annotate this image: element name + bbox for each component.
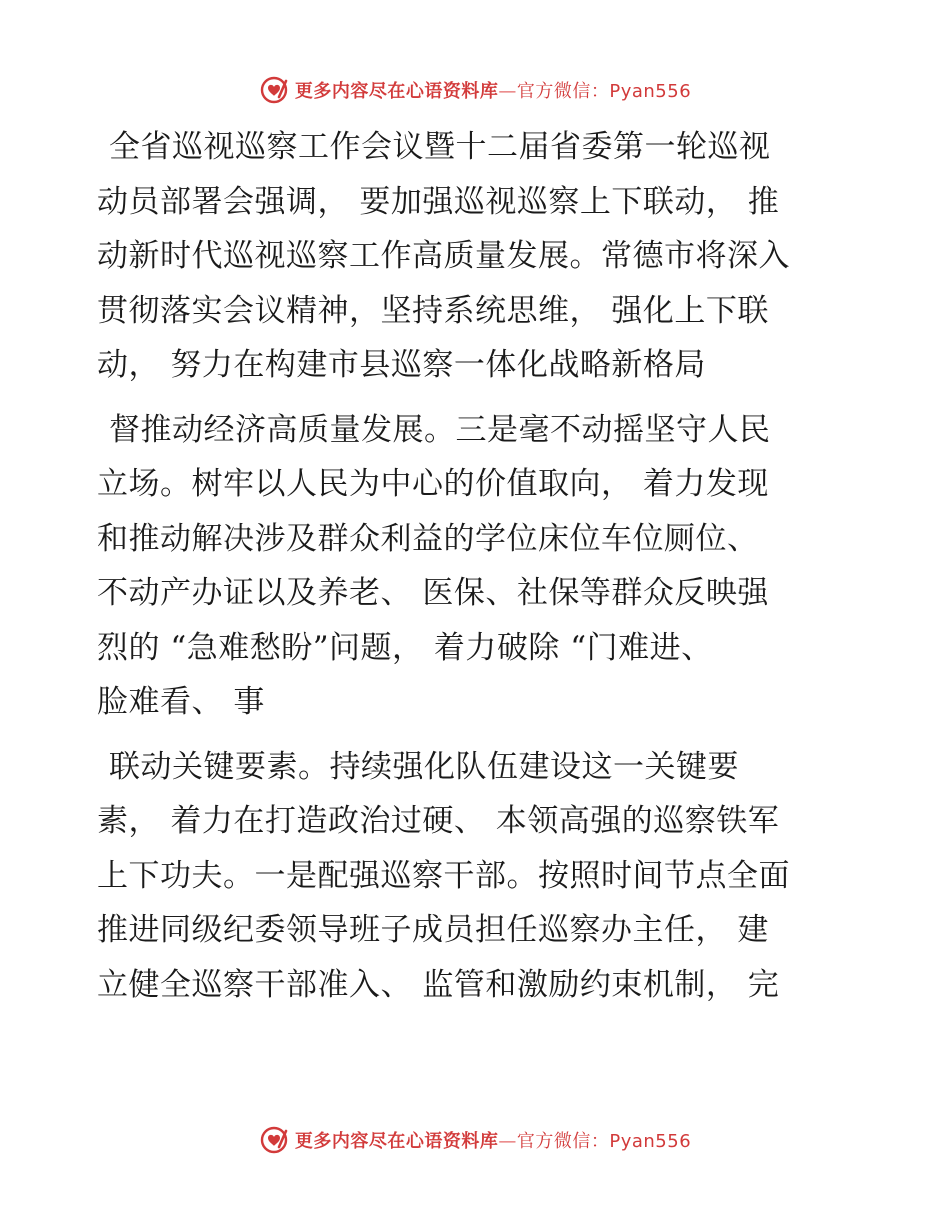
text-line: 脸难看、 事	[97, 684, 265, 720]
watermark-site-text: 更多内容尽在心语资料库	[294, 1131, 499, 1152]
text-line: 素， 着力在打造政治过硬、 本领高强的巡察铁军	[97, 803, 780, 839]
text-line: 联动关键要素。持续强化队伍建设这一关键要	[109, 748, 739, 785]
text-line: 上下功夫。一是配强巡察干部。按照时间节点全面	[97, 857, 790, 894]
text-line: 烈的 “急难愁盼”问题， 着力破除 “门难进、	[97, 629, 713, 666]
watermark-wechat-id: Pyan556	[609, 1131, 692, 1152]
text-line: 立健全巡察干部准入、 监管和激励约束机制， 完	[97, 966, 780, 1003]
watermark-text	[295, 1127, 691, 1153]
paragraph-3	[97, 740, 857, 1013]
text-line: 动， 努力在构建市县巡察一体化战略新格局	[97, 347, 706, 383]
text-line: 动员部署会强调， 要加强巡视巡察上下联动， 推	[97, 183, 780, 220]
text-line: 全省巡视巡察工作会议暨十二届省委第一轮巡视	[109, 129, 771, 165]
watermark-wechat-id: Pyan556	[609, 81, 692, 102]
heart-pen-logo-icon	[259, 75, 289, 105]
text-line: 贯彻落实会议精神，坚持系统思维， 强化上下联	[97, 292, 769, 329]
text-line: 督推动经济高质量发展。三是毫不动摇坚守人民	[109, 411, 771, 448]
watermark-separator: —	[498, 81, 517, 102]
footer-watermark	[0, 1120, 950, 1160]
watermark-wechat-label: 官方微信：	[516, 81, 610, 102]
watermark-wechat-label: 官方微信：	[516, 1131, 610, 1152]
heart-pen-logo-icon	[259, 1125, 289, 1155]
paragraph-1	[97, 120, 857, 393]
watermark-separator: —	[498, 1131, 517, 1152]
text-line: 动新时代巡视巡察工作高质量发展。常德市将深入	[97, 238, 790, 274]
watermark-text	[295, 77, 691, 103]
paragraph-2	[97, 403, 857, 730]
text-line: 不动产办证以及养老、 医保、社保等群众反映强	[97, 575, 769, 611]
header-watermark	[0, 70, 950, 110]
watermark-site-text: 更多内容尽在心语资料库	[294, 81, 499, 102]
text-line: 和推动解决涉及群众利益的学位床位车位厕位、	[97, 520, 759, 557]
text-line: 推进同级纪委领导班子成员担任巡察办主任， 建	[97, 912, 769, 948]
document-body	[97, 120, 857, 1022]
text-line: 立场。树牢以人民为中心的价值取向， 着力发现	[97, 466, 769, 502]
